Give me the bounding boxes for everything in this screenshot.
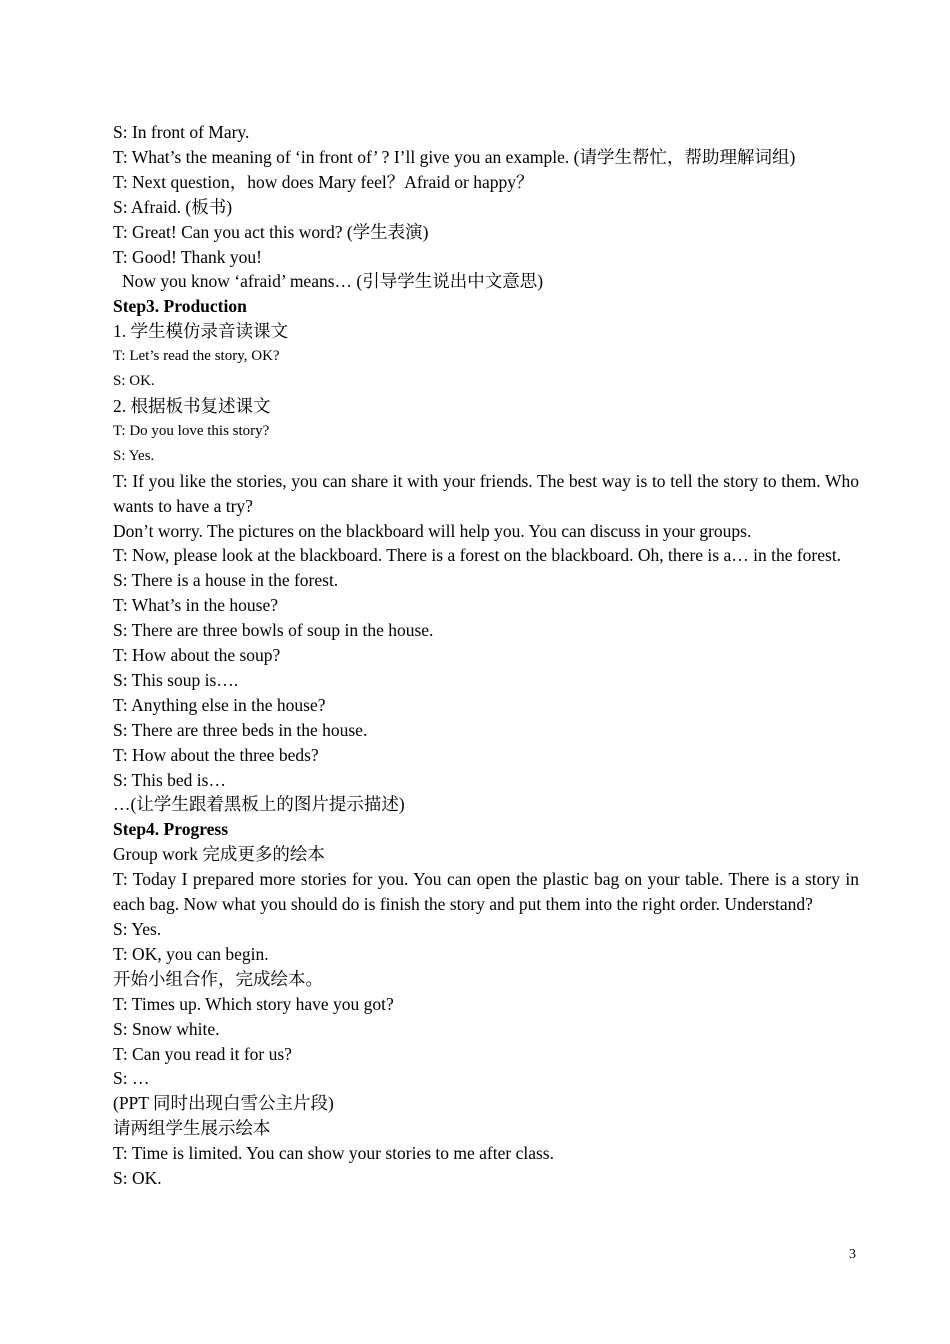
text-line: S: In front of Mary. — [113, 122, 250, 142]
text-line: T: Do you love this story? — [113, 422, 270, 439]
text-line: T: Good! Thank you! — [113, 246, 262, 267]
section-heading: Step3. Production — [113, 296, 247, 317]
text-line: S: There are three bowls of soup in the house. — [113, 620, 434, 641]
text-line: T: Next question，how does Mary feel？Afraid or happy？ — [113, 171, 534, 192]
text-line: S: There is a house in the forest. — [113, 570, 339, 591]
text-line: T: Can you read it for us? — [113, 1043, 292, 1064]
text-line: T: What’s in the house? — [113, 595, 279, 616]
text-paragraph: T: Today I prepared more stories for you. You can open the plastic bag on your table. There is a story in each bag. Now what you should do is finish the story and put them into the right order. Understand? — [113, 869, 859, 915]
text-line: T: What’s the meaning of ‘in front of’ ? I’ll give you an example. (请学生帮忙，帮助理解词组) — [113, 146, 796, 167]
list-item: 2. 根据板书复述课文 — [113, 395, 271, 416]
text-paragraph: T: If you like the stories, you can share it with your friends. The best way is to tell the story to them. Who wants to have a try? — [113, 470, 859, 516]
text-line: S: OK. — [113, 1168, 162, 1189]
text-line: T: Times up. Which story have you got? — [113, 993, 394, 1014]
text-line: S: Snow white. — [113, 1018, 220, 1039]
text-line: T: Let’s read the story, OK? — [113, 348, 280, 365]
text-line: S: This soup is…. — [113, 669, 239, 690]
text-line: S: This bed is… — [113, 769, 226, 790]
text-line: Don’t worry. The pictures on the blackboard will help you. You can discuss in your groups. — [113, 520, 752, 541]
text-line: …(让学生跟着黑板上的图片提示描述) — [113, 794, 405, 815]
text-line: Now you know ‘afraid’ means… (引导学生说出中文意思) — [122, 271, 544, 292]
text-line: S: There are three beds in the house. — [113, 719, 368, 740]
text-line: T: How about the soup? — [113, 645, 281, 666]
text-line: S: Yes. — [113, 447, 155, 464]
text-line: T: Time is limited. You can show your stories to me after class. — [113, 1143, 554, 1164]
text-line: Group work 完成更多的绘本 — [113, 844, 325, 865]
text-line: T: Anything else in the house? — [113, 694, 326, 715]
document-body — [113, 120, 859, 1191]
text-line: 请两组学生展示绘本 — [113, 1118, 271, 1139]
section-heading: Step4. Progress — [113, 819, 229, 840]
text-line: S: Afraid. (板书) — [113, 196, 233, 217]
page-number: 3 — [849, 1247, 856, 1262]
text-line: S: … — [113, 1068, 150, 1089]
list-item: 1. 学生模仿录音读课文 — [113, 321, 288, 342]
text-line: (PPT 同时出现白雪公主片段) — [113, 1093, 334, 1114]
text-line: 开始小组合作，完成绘本。 — [113, 968, 323, 989]
text-line: T: Great! Can you act this word? (学生表演) — [113, 221, 429, 242]
text-line: T: How about the three beds? — [113, 744, 319, 765]
text-paragraph: T: Now, please look at the blackboard. There is a forest on the blackboard. Oh, there is a… in the forest. — [113, 545, 842, 566]
text-line: S: OK. — [113, 373, 155, 390]
text-line: T: OK, you can begin. — [113, 943, 269, 964]
text-line: S: Yes. — [113, 919, 162, 939]
